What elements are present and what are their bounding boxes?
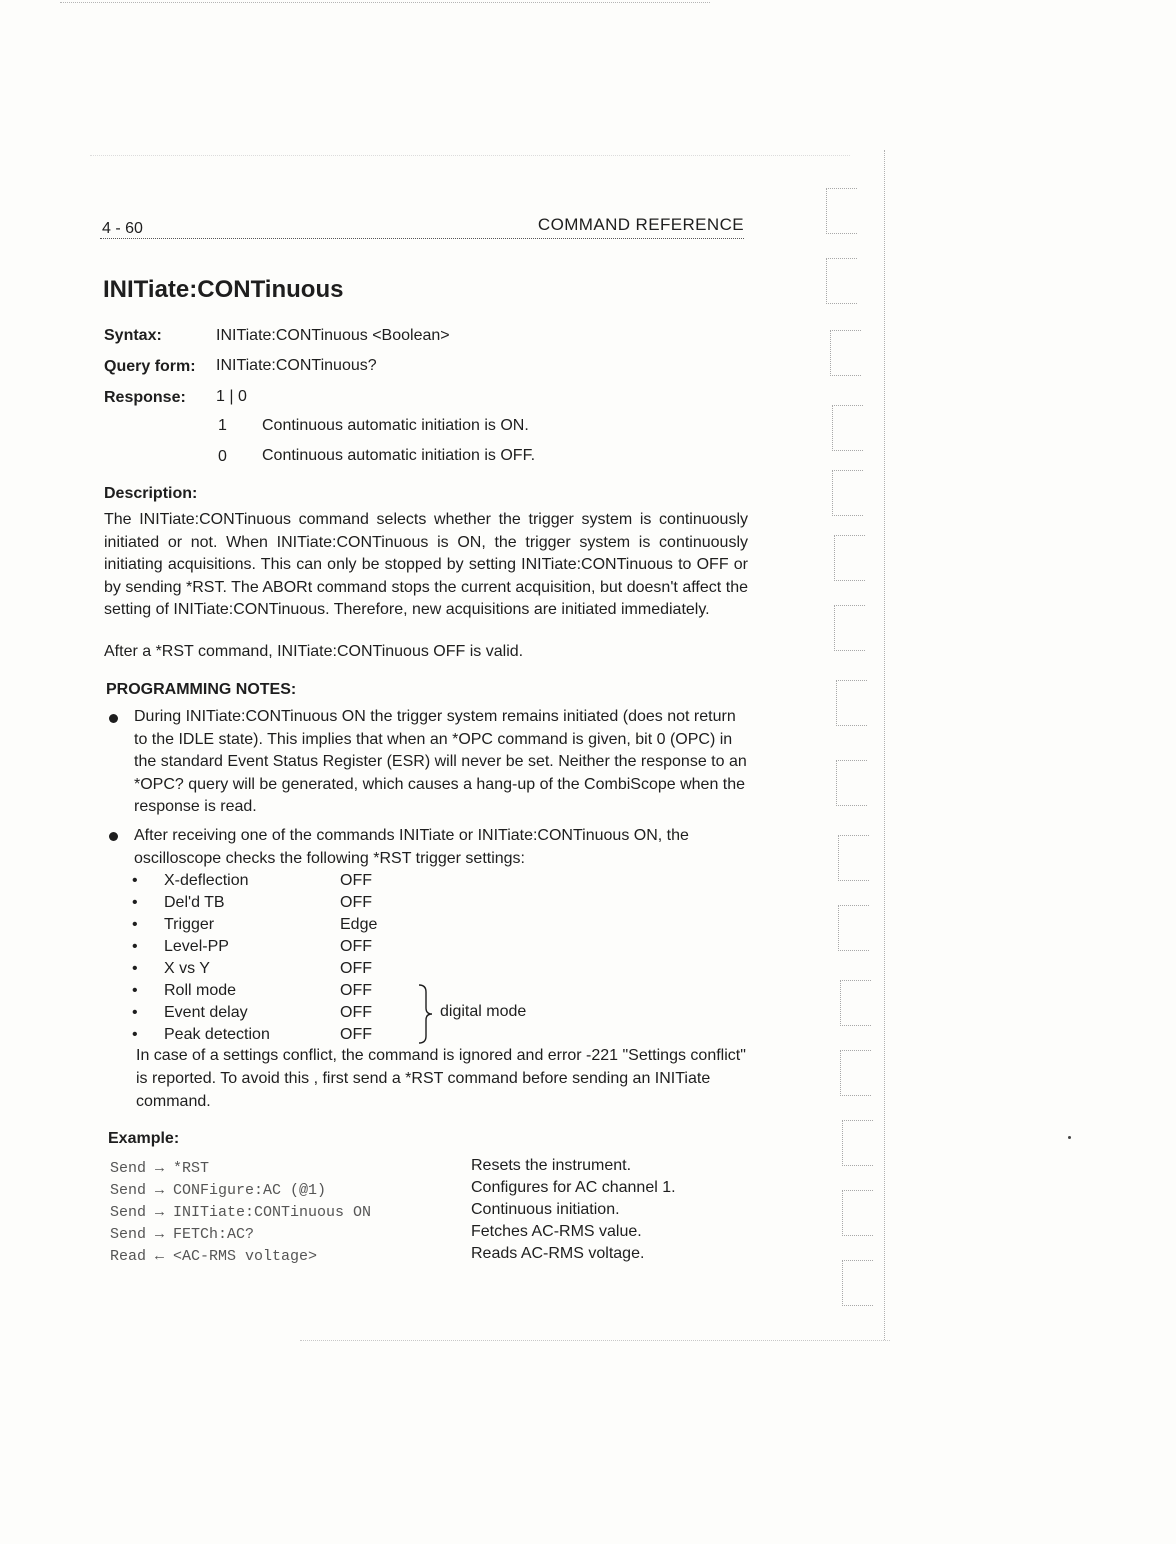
- index-tab-mark: [840, 1050, 871, 1096]
- index-tab-mark: [832, 470, 863, 516]
- index-tab-mark: [842, 1190, 873, 1236]
- bullet: •: [132, 872, 138, 889]
- setting-value: OFF: [340, 960, 372, 977]
- setting-value: OFF: [340, 872, 372, 889]
- setting-value: OFF: [340, 1026, 372, 1043]
- setting-value: Edge: [340, 916, 378, 933]
- bullet-icon: [109, 832, 118, 841]
- bullet: •: [132, 894, 138, 911]
- setting-name: X-deflection: [164, 872, 249, 889]
- scan-dots: [90, 155, 850, 156]
- command-title: INITiate:CONTinuous: [103, 276, 344, 303]
- programming-note: After receiving one of the commands INITiate or INITiate:CONTinuous ON, the oscilloscope checks the following *RST trigger settings:: [134, 827, 689, 867]
- index-tab-mark: [830, 330, 861, 376]
- index-tab-mark: [838, 905, 869, 951]
- example-description: Fetches AC-RMS value.: [471, 1223, 642, 1240]
- setting-value: OFF: [340, 1004, 372, 1021]
- settings-conflict-note: In case of a settings conflict, the command is ignored and error -221 "Settings conflict" is reported. To avoid this , first send a *RST command before sending an INITiate command.: [136, 1047, 746, 1110]
- page-number: 4 - 60: [102, 220, 143, 237]
- example-description: Reads AC-RMS voltage.: [471, 1245, 645, 1262]
- index-tab-mark: [838, 835, 869, 881]
- response-label: Response:: [104, 389, 186, 406]
- setting-value: OFF: [340, 982, 372, 999]
- bullet: •: [132, 960, 138, 977]
- right-brace-icon: [417, 984, 433, 1044]
- response-code: 0: [218, 448, 227, 465]
- response-meaning: Continuous automatic initiation is OFF.: [262, 447, 536, 464]
- programming-notes-heading: PROGRAMMING NOTES:: [106, 681, 297, 698]
- bullet: •: [132, 916, 138, 933]
- bullet: •: [132, 938, 138, 955]
- index-tab-mark: [836, 760, 867, 806]
- query-form-label: Query form:: [104, 358, 196, 375]
- setting-name: Roll mode: [164, 982, 237, 999]
- syntax-label: Syntax:: [104, 327, 162, 344]
- index-tab-mark: [826, 258, 857, 304]
- example-description: Continuous initiation.: [471, 1201, 620, 1218]
- example-command: Send → *RST: [110, 1160, 210, 1177]
- setting-name: X vs Y: [164, 960, 210, 977]
- setting-name: Level-PP: [164, 938, 229, 955]
- digital-mode-label: digital mode: [440, 1003, 527, 1020]
- description-paragraph: The INITiate:CONTinuous command selects whether the trigger system is continuously initiated or not. When INITiate:CONTinuous is ON, the trigger system is continuously initiating acquisitions. This can only be stopped by setting INITiate:CONTinuous to OFF or by sending *RST. The ABORt command stops the current acquisition, but doesn't affect the setting of INITiate:CONTinuous. Therefore, new acquisitions are initiated immediately.: [104, 511, 748, 618]
- bullet: •: [132, 1004, 138, 1021]
- scan-edge-bottom: [300, 1340, 890, 1341]
- index-tab-mark: [826, 188, 857, 234]
- example-command: Read ← <AC-RMS voltage>: [110, 1248, 318, 1265]
- bullet-icon: [109, 714, 118, 723]
- index-tab-mark: [836, 680, 867, 726]
- example-heading: Example:: [108, 1130, 180, 1147]
- setting-name: Peak detection: [164, 1026, 270, 1043]
- example-command: Send → FETCh:AC?: [110, 1226, 255, 1243]
- example-command: Send → INITiate:CONTinuous ON: [110, 1204, 372, 1221]
- page-header: [100, 214, 744, 239]
- bullet: •: [132, 1026, 138, 1043]
- programming-note: During INITiate:CONTinuous ON the trigger system remains initiated (does not return to the IDLE state). This implies that when an *OPC command is given, bit 0 (OPC) in the standard Event Status Register (ESR) will never be set. Neither the response to an *OPC? query will be generated, which causes a hang-up of the CombiScope when the response is read.: [134, 708, 747, 815]
- description-heading: Description:: [104, 485, 198, 502]
- response-meaning: Continuous automatic initiation is ON.: [262, 417, 529, 434]
- response-code: 1: [218, 417, 227, 434]
- index-tab-mark: [840, 980, 871, 1026]
- index-tab-mark: [834, 605, 865, 651]
- index-tab-mark: [842, 1260, 873, 1306]
- description-rst-note: After a *RST command, INITiate:CONTinuous OFF is valid.: [104, 643, 524, 660]
- setting-value: OFF: [340, 894, 372, 911]
- setting-name: Trigger: [164, 916, 215, 933]
- scan-edge-top: [60, 2, 710, 3]
- example-description: Configures for AC channel 1.: [471, 1179, 676, 1196]
- setting-name: Event delay: [164, 1004, 248, 1021]
- response-value: 1 | 0: [216, 388, 247, 405]
- page-edge: [884, 150, 885, 1340]
- syntax-value: INITiate:CONTinuous <Boolean>: [216, 327, 450, 344]
- example-description: Resets the instrument.: [471, 1157, 632, 1174]
- bullet: •: [132, 982, 138, 999]
- index-tab-mark: [834, 535, 865, 581]
- setting-value: OFF: [340, 938, 372, 955]
- example-command: Send → CONFigure:AC (@1): [110, 1182, 327, 1199]
- index-tab-mark: [842, 1120, 873, 1166]
- scan-speck: [1068, 1136, 1071, 1139]
- query-form-value: INITiate:CONTinuous?: [216, 357, 377, 374]
- setting-name: Del'd TB: [164, 894, 225, 911]
- index-tab-mark: [832, 405, 863, 451]
- running-title: COMMAND REFERENCE: [537, 215, 744, 234]
